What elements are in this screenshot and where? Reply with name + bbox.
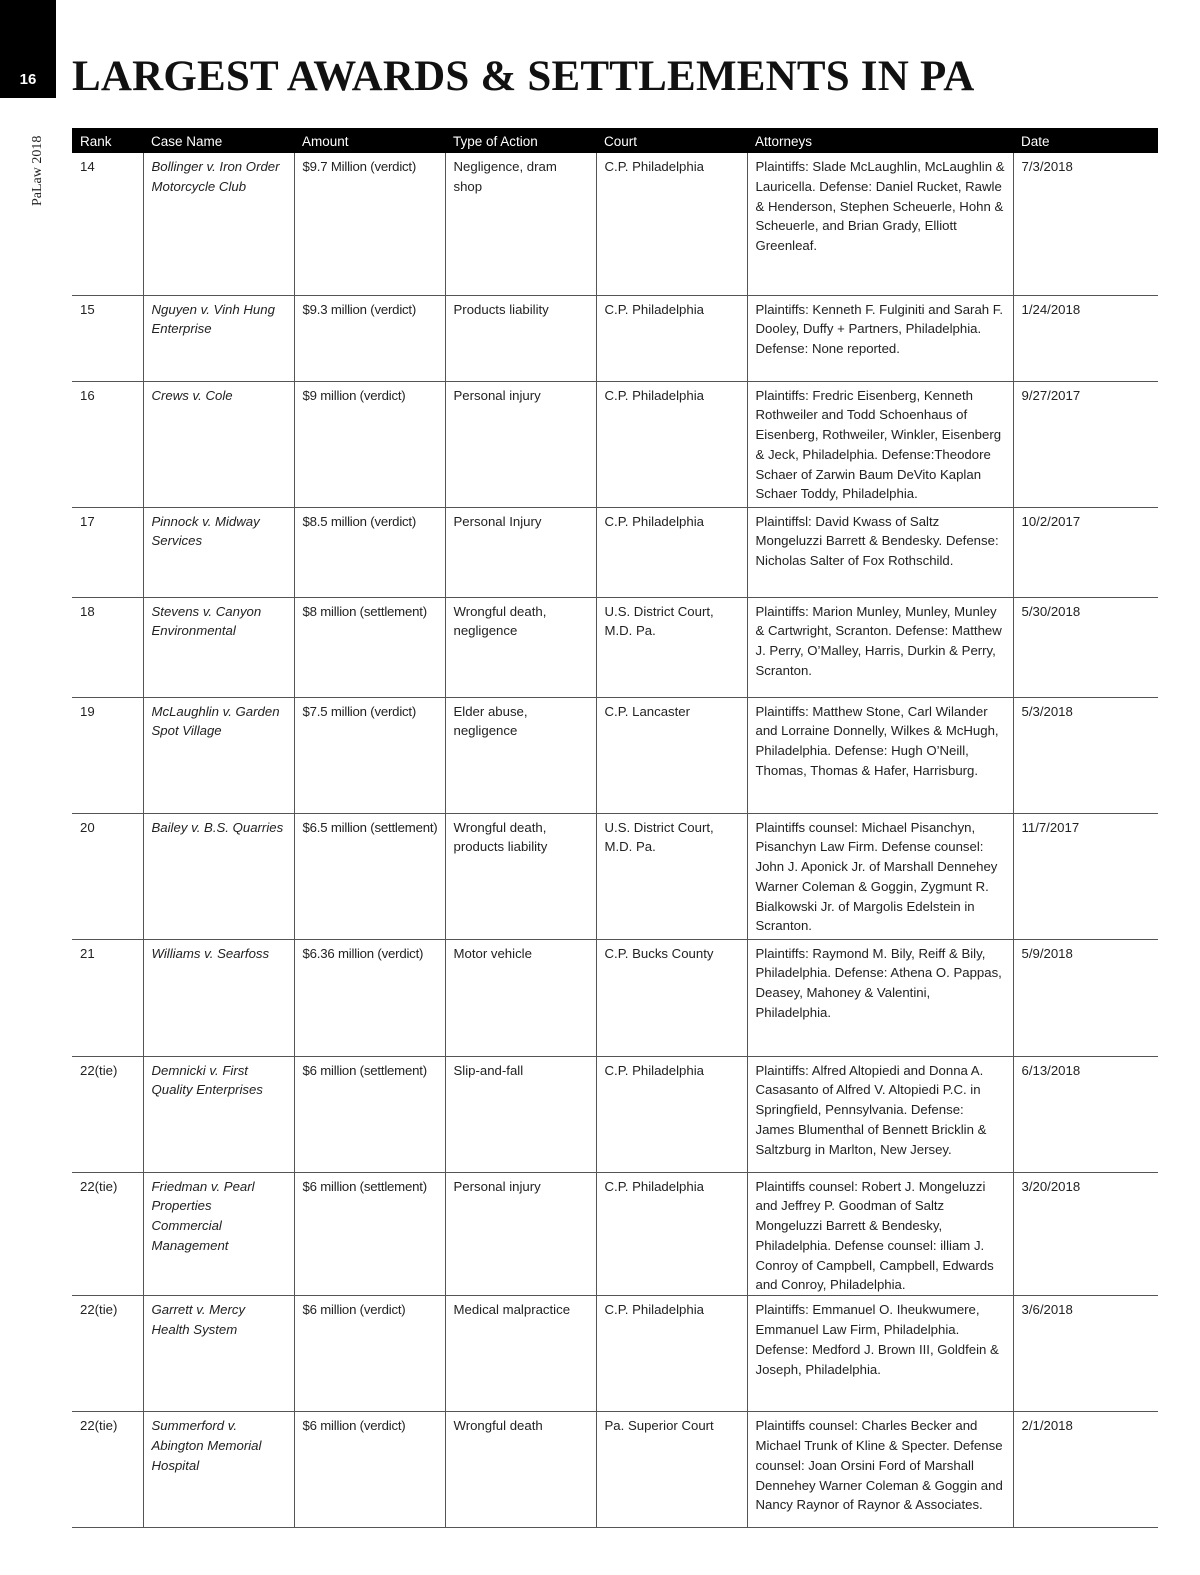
- header-type-of-action: Type of Action: [445, 128, 596, 153]
- cell-attorneys: Plaintiffs: Slade McLaughlin, McLaughlin & Lauricella. Defense: Daniel Rucket, Rawle & Henderson, Stephen Scheuerle, Hohn & Scheuerle, and Brian Grady, Elliott Greenleaf.: [747, 153, 1013, 295]
- cell-rank: 22(tie): [72, 1296, 143, 1412]
- cell-attorneys: Plaintiffs counsel: Charles Becker and Michael Trunk of Kline & Specter. Defense counsel: Joan Orsini Ford of Marshall Dennehey Warner Coleman & Goggin and Nancy Raynor of Raynor & Associates.: [747, 1412, 1013, 1528]
- cell-case-name: Williams v. Searfoss: [143, 939, 294, 1056]
- cell-court: C.P. Bucks County: [596, 939, 747, 1056]
- header-row: [72, 128, 1158, 153]
- header-case-name: Case Name: [143, 128, 294, 153]
- cell-case-name: Nguyen v. Vinh Hung Enterprise: [143, 295, 294, 381]
- cell-amount: $9 million (verdict): [294, 381, 445, 507]
- cell-rank: 22(tie): [72, 1412, 143, 1528]
- cell-amount: $6 million (settlement): [294, 1056, 445, 1172]
- cell-rank: 22(tie): [72, 1172, 143, 1296]
- cell-date: 9/27/2017: [1013, 381, 1158, 507]
- cell-rank: 15: [72, 295, 143, 381]
- cell-rank: 16: [72, 381, 143, 507]
- cell-type-of-action: Personal Injury: [445, 507, 596, 597]
- table-row: [72, 295, 1158, 381]
- cell-type-of-action: Products liability: [445, 295, 596, 381]
- cell-case-name: Stevens v. Canyon Environmental: [143, 597, 294, 697]
- cell-case-name: Garrett v. Mercy Health System: [143, 1296, 294, 1412]
- cell-rank: 21: [72, 939, 143, 1056]
- cell-amount: $6 million (verdict): [294, 1412, 445, 1528]
- table-row: [72, 939, 1158, 1056]
- table-row: [72, 1412, 1158, 1528]
- table-body: [72, 153, 1158, 1528]
- cell-type-of-action: Personal injury: [445, 381, 596, 507]
- cell-attorneys: Plaintiffs: Kenneth F. Fulginiti and Sarah F. Dooley, Duffy + Partners, Philadelphia. Defense: None reported.: [747, 295, 1013, 381]
- page-number: 16: [0, 0, 56, 98]
- cell-attorneys: Plaintiffs counsel: Robert J. Mongeluzzi and Jeffrey P. Goodman of Saltz Mongeluzzi Barrett & Bendesky, Philadelphia. Defense counsel: illiam J. Conroy of Campbell, Campbell, Edwards and Conroy, Philadelphia.: [747, 1172, 1013, 1296]
- page-title: LARGEST AWARDS & SETTLEMENTS IN PA: [72, 53, 975, 100]
- header-date: Date: [1013, 128, 1158, 153]
- cell-rank: 18: [72, 597, 143, 697]
- table-row: [72, 813, 1158, 939]
- cell-rank: 19: [72, 697, 143, 813]
- cell-amount: $8.5 million (verdict): [294, 507, 445, 597]
- cell-court: U.S. District Court, M.D. Pa.: [596, 597, 747, 697]
- cell-court: U.S. District Court, M.D. Pa.: [596, 813, 747, 939]
- cell-date: 2/1/2018: [1013, 1412, 1158, 1528]
- cell-amount: $6.5 million (settlement): [294, 813, 445, 939]
- cell-attorneys: Plaintiffs: Fredric Eisenberg, Kenneth Rothweiler and Todd Schoenhaus of Eisenberg, Rothweiler, Winkler, Eisenberg & Jeck, Philadelphia. Defense:Theodore Schaer of Zarwin Baum DeVito Kaplan Schaer Toddy, Philadelphia.: [747, 381, 1013, 507]
- cell-rank: 22(tie): [72, 1056, 143, 1172]
- cell-date: 5/30/2018: [1013, 597, 1158, 697]
- cell-case-name: Crews v. Cole: [143, 381, 294, 507]
- cell-case-name: McLaughlin v. Garden Spot Village: [143, 697, 294, 813]
- cell-amount: $9.3 million (verdict): [294, 295, 445, 381]
- cell-rank: 17: [72, 507, 143, 597]
- cell-court: C.P. Philadelphia: [596, 507, 747, 597]
- cell-attorneys: Plaintiffs: Matthew Stone, Carl Wilander and Lorraine Donnelly, Wilkes & McHugh, Philadelphia. Defense: Hugh O’Neill, Thomas, Thomas & Hafer, Harrisburg.: [747, 697, 1013, 813]
- header-attorneys: Attorneys: [747, 128, 1013, 153]
- cell-type-of-action: Negligence, dram shop: [445, 153, 596, 295]
- cell-case-name: Pinnock v. Midway Services: [143, 507, 294, 597]
- cell-date: 3/20/2018: [1013, 1172, 1158, 1296]
- cell-court: C.P. Philadelphia: [596, 1172, 747, 1296]
- cell-date: 1/24/2018: [1013, 295, 1158, 381]
- cell-date: 10/2/2017: [1013, 507, 1158, 597]
- cell-rank: 20: [72, 813, 143, 939]
- cell-court: Pa. Superior Court: [596, 1412, 747, 1528]
- cell-date: 3/6/2018: [1013, 1296, 1158, 1412]
- table-header: [72, 128, 1158, 153]
- table-row: [72, 1056, 1158, 1172]
- cell-case-name: Bailey v. B.S. Quarries: [143, 813, 294, 939]
- cell-type-of-action: Wrongful death, negligence: [445, 597, 596, 697]
- cell-attorneys: Plaintiffs: Marion Munley, Munley, Munley & Cartwright, Scranton. Defense: Matthew J. Perry, O’Malley, Harris, Durkin & Perry, Scranton.: [747, 597, 1013, 697]
- cell-attorneys: Plaintiffs: Raymond M. Bily, Reiff & Bily, Philadelphia. Defense: Athena O. Pappas, Deasey, Mahoney & Valentini, Philadelphia.: [747, 939, 1013, 1056]
- table-row: [72, 381, 1158, 507]
- cell-type-of-action: Wrongful death, products liability: [445, 813, 596, 939]
- cell-amount: $6.36 million (verdict): [294, 939, 445, 1056]
- cell-type-of-action: Slip-and-fall: [445, 1056, 596, 1172]
- header-rank: Rank: [72, 128, 143, 153]
- cell-court: C.P. Philadelphia: [596, 381, 747, 507]
- cell-attorneys: Plaintiffsl: David Kwass of Saltz Mongeluzzi Barrett & Bendesky. Defense: Nicholas Salter of Fox Rothschild.: [747, 507, 1013, 597]
- cell-court: C.P. Philadelphia: [596, 1296, 747, 1412]
- cell-case-name: Friedman v. Pearl Properties Commercial Management: [143, 1172, 294, 1296]
- cell-case-name: Bollinger v. Iron Order Motorcycle Club: [143, 153, 294, 295]
- table-row: [72, 597, 1158, 697]
- header-court: Court: [596, 128, 747, 153]
- cell-type-of-action: Wrongful death: [445, 1412, 596, 1528]
- cell-court: C.P. Philadelphia: [596, 153, 747, 295]
- cell-attorneys: Plaintiffs: Emmanuel O. Iheukwumere, Emmanuel Law Firm, Philadelphia. Defense: Medford J. Brown III, Goldfein & Joseph, Philadelphia.: [747, 1296, 1013, 1412]
- cell-type-of-action: Medical malpractice: [445, 1296, 596, 1412]
- cell-amount: $8 million (settlement): [294, 597, 445, 697]
- cell-amount: $9.7 Million (verdict): [294, 153, 445, 295]
- table-row: [72, 1296, 1158, 1412]
- cell-case-name: Demnicki v. First Quality Enterprises: [143, 1056, 294, 1172]
- cell-date: 5/3/2018: [1013, 697, 1158, 813]
- cell-court: C.P. Philadelphia: [596, 295, 747, 381]
- cell-type-of-action: Personal injury: [445, 1172, 596, 1296]
- cell-attorneys: Plaintiffs: Alfred Altopiedi and Donna A. Casasanto of Alfred V. Altopiedi P.C. in Springfield, Pennsylvania. Defense: James Blumenthal of Bennett Bricklin & Saltzburg in Marlton, New Jersey.: [747, 1056, 1013, 1172]
- table-row: [72, 153, 1158, 295]
- table-row: [72, 1172, 1158, 1296]
- cell-date: 6/13/2018: [1013, 1056, 1158, 1172]
- cell-date: 7/3/2018: [1013, 153, 1158, 295]
- table-row: [72, 507, 1158, 597]
- cell-date: 5/9/2018: [1013, 939, 1158, 1056]
- header-amount: Amount: [294, 128, 445, 153]
- cell-type-of-action: Elder abuse, negligence: [445, 697, 596, 813]
- cell-court: C.P. Philadelphia: [596, 1056, 747, 1172]
- cell-rank: 14: [72, 153, 143, 295]
- cell-type-of-action: Motor vehicle: [445, 939, 596, 1056]
- cell-case-name: Summerford v. Abington Memorial Hospital: [143, 1412, 294, 1528]
- publication-side-label: PaLaw 2018: [30, 135, 45, 206]
- cell-amount: $7.5 million (verdict): [294, 697, 445, 813]
- cell-amount: $6 million (settlement): [294, 1172, 445, 1296]
- cell-amount: $6 million (verdict): [294, 1296, 445, 1412]
- cell-date: 11/7/2017: [1013, 813, 1158, 939]
- table-row: [72, 697, 1158, 813]
- awards-table: [72, 128, 1158, 1528]
- cell-attorneys: Plaintiffs counsel: Michael Pisanchyn, Pisanchyn Law Firm. Defense counsel: John J. Aponick Jr. of Marshall Dennehey Warner Coleman & Goggin, Zygmunt R. Bialkowski Jr. of Margolis Edelstein in Scranton.: [747, 813, 1013, 939]
- cell-court: C.P. Lancaster: [596, 697, 747, 813]
